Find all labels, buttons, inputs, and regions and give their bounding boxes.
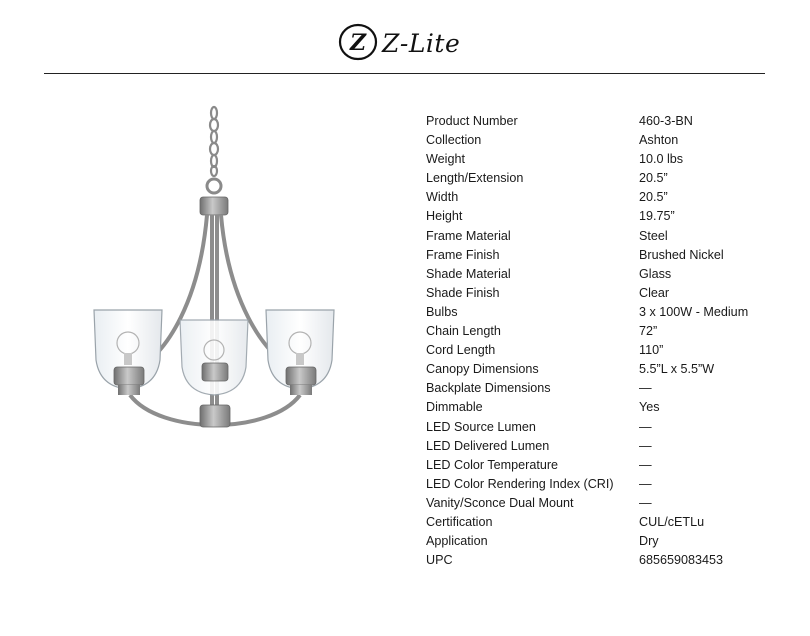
logo-text: Z-Lite [382, 28, 461, 58]
spec-value: Steel [639, 228, 668, 243]
spec-row [426, 169, 748, 188]
spec-value: Dry [639, 534, 659, 549]
spec-row [426, 551, 748, 570]
spec-value: 19.75” [639, 209, 675, 224]
spec-label: Shade Material [426, 266, 511, 281]
spec-value: Glass [639, 266, 672, 281]
spec-label: Width [426, 190, 459, 205]
spec-value: 685659083453 [639, 553, 724, 568]
header-divider [44, 73, 765, 74]
spec-label: Dimmable [426, 400, 483, 415]
spec-row [426, 207, 748, 226]
spec-value: — [639, 419, 652, 434]
spec-value: — [639, 438, 652, 453]
spec-label: Canopy Dimensions [426, 362, 539, 377]
spec-table [426, 112, 748, 570]
spec-value: 110” [639, 343, 664, 358]
spec-label: Chain Length [426, 324, 501, 339]
spec-label: Application [426, 534, 488, 549]
spec-value: 3 x 100W - Medium [639, 304, 749, 319]
spec-label: Collection [426, 133, 482, 148]
spec-value: 5.5”L x 5.5”W [639, 362, 715, 377]
spec-value: — [639, 457, 652, 472]
spec-row [426, 360, 748, 379]
spec-row [426, 131, 748, 150]
spec-row [426, 246, 748, 265]
spec-row [426, 150, 748, 169]
spec-label: Frame Material [426, 228, 511, 243]
spec-row [426, 227, 748, 246]
spec-row [426, 322, 748, 341]
logo-mark-letter: Z [349, 30, 367, 56]
spec-row [426, 112, 748, 131]
spec-row [426, 265, 748, 284]
spec-row [426, 513, 748, 532]
spec-label: UPC [426, 553, 453, 568]
spec-label: Vanity/Sconce Dual Mount [426, 495, 574, 510]
spec-value: — [639, 495, 652, 510]
spec-label: LED Source Lumen [426, 419, 536, 434]
header [0, 0, 810, 76]
spec-label: Frame Finish [426, 247, 500, 262]
spec-value: 20.5” [639, 190, 668, 205]
spec-value: 72” [639, 324, 658, 339]
spec-row [426, 494, 748, 513]
brand-logo [338, 18, 478, 66]
spec-row [426, 437, 748, 456]
spec-value: Ashton [639, 133, 679, 148]
spec-label: Cord Length [426, 343, 496, 358]
spec-row [426, 532, 748, 551]
spec-row [426, 303, 748, 322]
spec-label: Backplate Dimensions [426, 381, 551, 396]
spec-label: Length/Extension [426, 171, 524, 186]
spec-value: Clear [639, 285, 670, 300]
spec-label: Weight [426, 152, 465, 167]
spec-row [426, 475, 748, 494]
spec-label: LED Color Temperature [426, 457, 559, 472]
spec-value: 460-3-BN [639, 114, 693, 128]
spec-value: 10.0 lbs [639, 152, 684, 167]
chandelier-image [90, 105, 360, 445]
spec-label: LED Color Rendering Index (CRI) [426, 476, 614, 491]
spec-label: Product Number [426, 114, 518, 128]
spec-label: Certification [426, 514, 493, 529]
spec-value: 20.5” [639, 171, 668, 186]
spec-value: — [639, 381, 652, 396]
spec-value: — [639, 476, 652, 491]
z-lite-logo-icon [338, 21, 378, 63]
spec-row [426, 341, 748, 360]
spec-row [426, 379, 748, 398]
spec-row [426, 188, 748, 207]
spec-row [426, 456, 748, 475]
spec-value: CUL/cETLu [639, 514, 705, 529]
spec-label: Height [426, 209, 463, 224]
spec-row [426, 398, 748, 417]
spec-value: Yes [639, 400, 660, 415]
spec-value: Brushed Nickel [639, 247, 724, 262]
spec-label: Bulbs [426, 304, 458, 319]
spec-label: Shade Finish [426, 285, 500, 300]
spec-row [426, 284, 748, 303]
spec-label: LED Delivered Lumen [426, 438, 550, 453]
spec-row [426, 418, 748, 437]
